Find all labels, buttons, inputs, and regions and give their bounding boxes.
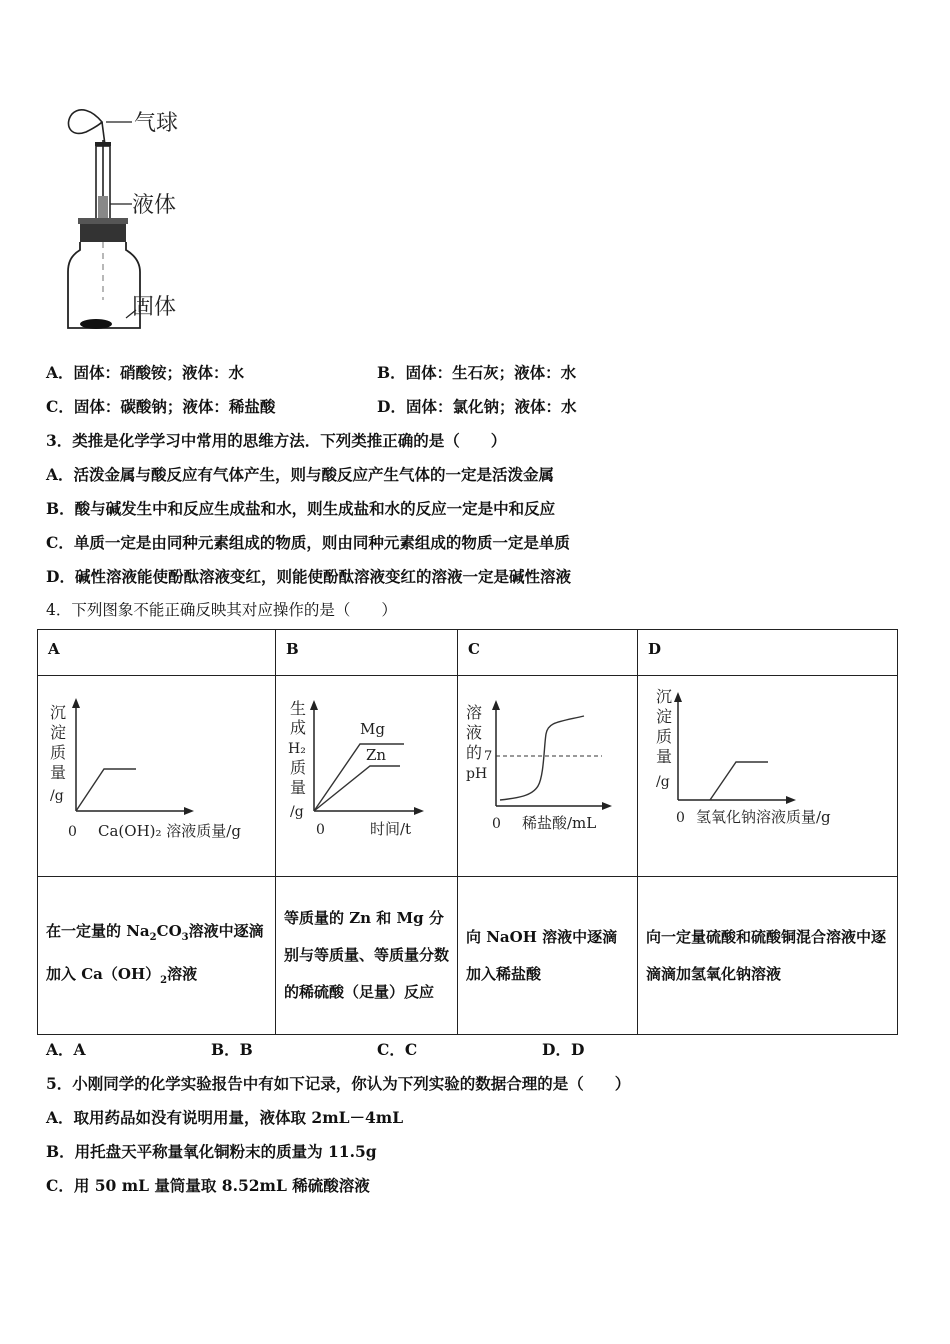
svg-text:沉: 沉 <box>656 687 673 706</box>
svg-text:/g: /g <box>290 804 304 820</box>
svg-text:0: 0 <box>492 816 501 832</box>
svg-text:/g: /g <box>656 774 670 790</box>
graph-b-cell <box>276 676 458 877</box>
solid-label: 固体 <box>132 295 177 320</box>
balloon-label: 气球 <box>134 111 179 136</box>
svg-text:时间/t: 时间/t <box>370 820 412 838</box>
graph-b-zn-line <box>314 766 400 811</box>
graph-c-cell <box>458 676 638 877</box>
svg-text:0: 0 <box>316 822 325 838</box>
q4-table <box>37 629 898 1035</box>
desc-c: 向 NaOH 溶液中逐滴加入稀盐酸 <box>458 877 638 1035</box>
graph-b-zn-label: Zn <box>366 746 387 764</box>
svg-text:溶: 溶 <box>466 703 483 722</box>
q5-option-c[interactable]: C．用 50 mL 量筒量取 8.52mL 稀硫酸溶液 <box>46 1176 370 1195</box>
svg-text:量: 量 <box>50 763 67 782</box>
balloon-shape <box>68 110 102 134</box>
q2-option-a[interactable]: A．固体：硝酸铵；液体：水 <box>46 363 245 382</box>
header-b: B <box>276 630 458 676</box>
svg-text:质: 质 <box>656 727 673 746</box>
liquid-label: 液体 <box>132 193 177 218</box>
graph-d-cell <box>638 676 898 877</box>
q3-option-b[interactable]: B．酸与碱发生中和反应生成盐和水，则生成盐和水的反应一定是中和反应 <box>46 499 556 518</box>
q4-option-a[interactable]: A．A <box>46 1040 86 1059</box>
svg-text:稀盐酸/mL: 稀盐酸/mL <box>522 814 597 832</box>
q5-option-b[interactable]: B．用托盘天平称量氧化铜粉末的质量为 11.5g <box>46 1142 377 1161</box>
desc-b: 等质量的 Zn 和 Mg 分别与等质量、等质量分数的稀硫酸（足量）反应 <box>276 877 458 1035</box>
q3-option-a[interactable]: A．活泼金属与酸反应有气体产生，则与酸反应产生气体的一定是活泼金属 <box>46 465 555 484</box>
q3-stem: 3．类推是化学学习中常用的思维方法．下列类推正确的是（ ） <box>46 431 507 450</box>
svg-text:量: 量 <box>656 747 673 766</box>
graph-a <box>38 676 274 872</box>
q2-option-d[interactable]: D．固体：氯化钠；液体：水 <box>377 397 577 416</box>
q4-option-b[interactable]: B．B <box>211 1040 253 1059</box>
svg-text:量: 量 <box>290 778 307 797</box>
svg-text:Ca(OH)₂ 溶液质量/g: Ca(OH)₂ 溶液质量/g <box>98 822 241 840</box>
svg-text:氢氧化钠溶液质量/g: 氢氧化钠溶液质量/g <box>696 808 831 826</box>
q4-stem: 4．下列图象不能正确反映其对应操作的是（ ） <box>46 601 397 619</box>
q4-option-c[interactable]: C．C <box>377 1040 418 1059</box>
svg-text:0: 0 <box>676 810 685 826</box>
svg-text:质: 质 <box>50 743 67 762</box>
svg-text:成: 成 <box>290 718 307 737</box>
desc-d: 向一定量硫酸和硫酸铜混合溶液中逐滴滴加氢氧化钠溶液 <box>638 877 898 1035</box>
graph-a-curve <box>76 769 136 811</box>
q2-option-c[interactable]: C．固体：碳酸钠；液体：稀盐酸 <box>46 397 276 416</box>
svg-text:0: 0 <box>68 824 77 840</box>
q4-option-d[interactable]: D．D <box>542 1040 585 1059</box>
desc-a: 在一定量的 $Na_2CO_3$溶液中逐滴加入 $Ca(OH)_2$溶液 <box>38 877 276 1035</box>
graph-a-cell <box>38 676 276 877</box>
apparatus-figure <box>40 100 210 340</box>
svg-text:pH: pH <box>466 766 488 782</box>
header-d: D <box>638 630 898 676</box>
svg-text:液: 液 <box>466 723 483 742</box>
svg-text:H₂: H₂ <box>288 741 306 757</box>
q3-option-d[interactable]: D．碱性溶液能使酚酞溶液变红，则能使酚酞溶液变红的溶液一定是碱性溶液 <box>46 567 571 586</box>
graph-b-mg-label: Mg <box>360 720 385 738</box>
svg-text:沉: 沉 <box>50 703 67 722</box>
header-c: C <box>458 630 638 676</box>
graph-d-curve <box>710 762 768 800</box>
header-a: A <box>38 630 276 676</box>
svg-text:淀: 淀 <box>656 707 673 726</box>
svg-text:7: 7 <box>484 749 493 764</box>
svg-text:/g: /g <box>50 788 64 804</box>
svg-text:淀: 淀 <box>50 723 67 742</box>
svg-text:生: 生 <box>290 699 307 718</box>
q3-option-c[interactable]: C．单质一定是由同种元素组成的物质，则由同种元素组成的物质一定是单质 <box>46 533 570 552</box>
q2-option-b[interactable]: B．固体：生石灰；液体：水 <box>377 363 577 382</box>
q5-option-a[interactable]: A．取用药品如没有说明用量，液体取 2mL－4mL <box>46 1108 404 1127</box>
q5-stem: 5．小刚同学的化学实验报告中有如下记录，你认为下列实验的数据合理的是（ ） <box>46 1074 631 1093</box>
graph-b <box>276 676 456 872</box>
graph-c <box>458 676 636 872</box>
svg-text:质: 质 <box>290 758 307 777</box>
graph-d <box>638 676 896 872</box>
graph-c-curve <box>500 716 584 800</box>
svg-text:的: 的 <box>466 743 483 762</box>
